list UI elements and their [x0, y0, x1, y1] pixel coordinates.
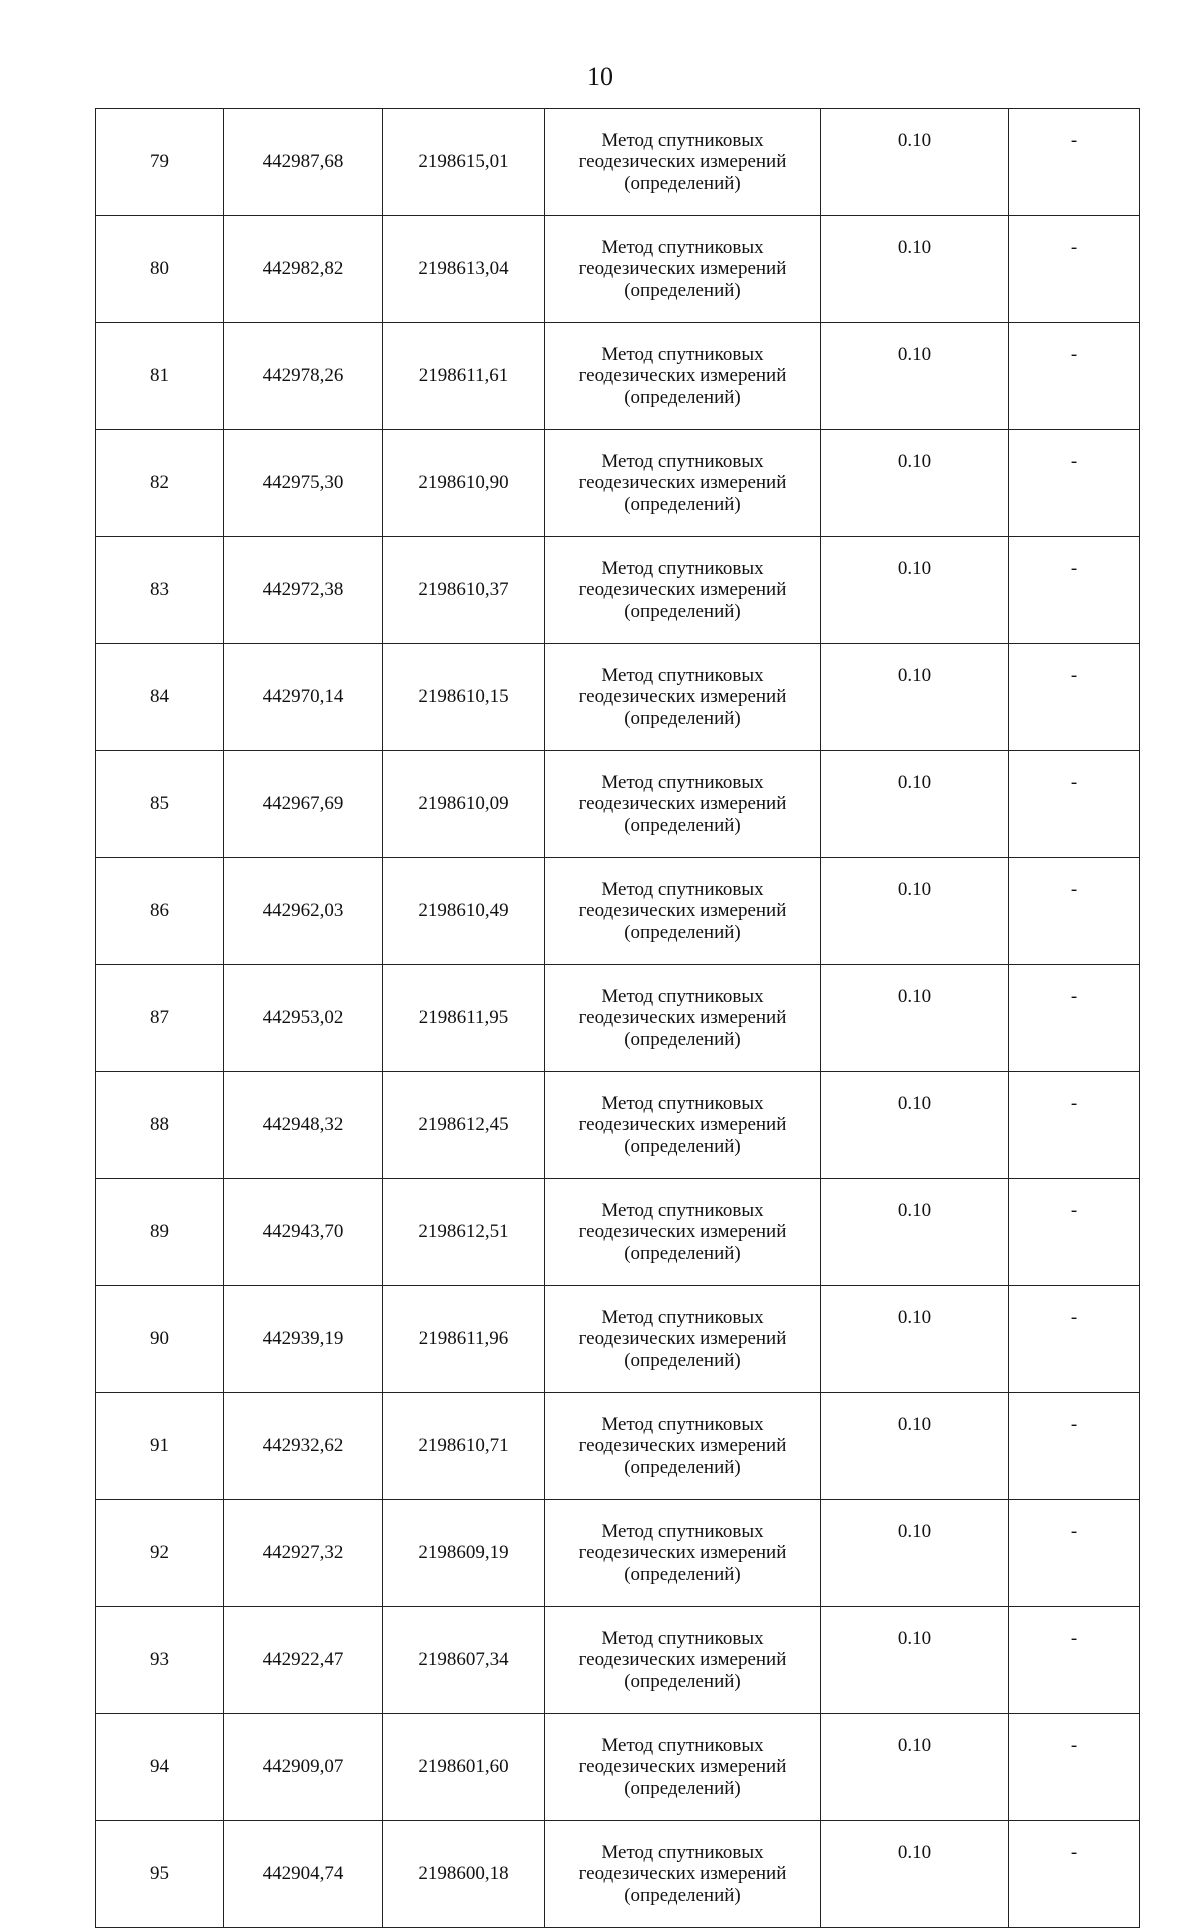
- table-row: [96, 965, 1140, 1072]
- accuracy-cell: 0.10: [821, 537, 1009, 644]
- y-coordinate-cell: 2198607,34: [383, 1607, 545, 1714]
- table-row: [96, 109, 1140, 216]
- method-line: геодезических измерений: [578, 793, 787, 815]
- method-line: (определений): [624, 1242, 741, 1264]
- point-number-cell: 95: [96, 1821, 224, 1928]
- method-line: (определений): [624, 386, 741, 408]
- x-coordinate-cell: 442948,32: [224, 1072, 383, 1179]
- method-cell: [545, 537, 821, 644]
- method-cell: [545, 1286, 821, 1393]
- note-cell: -: [1009, 109, 1140, 216]
- point-number-cell: 85: [96, 751, 224, 858]
- method-line: Метод спутниковых: [601, 343, 764, 365]
- table-row: [96, 751, 1140, 858]
- note-cell: -: [1009, 1393, 1140, 1500]
- y-coordinate-cell: 2198611,95: [383, 965, 545, 1072]
- accuracy-cell: 0.10: [821, 644, 1009, 751]
- method-line: геодезических измерений: [578, 1435, 787, 1457]
- coordinates-table: [95, 108, 1140, 1928]
- method-line: Метод спутниковых: [601, 1734, 764, 1756]
- method-line: геодезических измерений: [578, 579, 787, 601]
- y-coordinate-cell: 2198610,49: [383, 858, 545, 965]
- y-coordinate-cell: 2198601,60: [383, 1714, 545, 1821]
- point-number-cell: 93: [96, 1607, 224, 1714]
- note-cell: -: [1009, 1607, 1140, 1714]
- accuracy-cell: 0.10: [821, 109, 1009, 216]
- y-coordinate-cell: 2198600,18: [383, 1821, 545, 1928]
- accuracy-cell: 0.10: [821, 323, 1009, 430]
- note-cell: -: [1009, 858, 1140, 965]
- x-coordinate-cell: 442967,69: [224, 751, 383, 858]
- y-coordinate-cell: 2198612,45: [383, 1072, 545, 1179]
- y-coordinate-cell: 2198610,09: [383, 751, 545, 858]
- method-line: Метод спутниковых: [601, 1199, 764, 1221]
- method-cell: [545, 1179, 821, 1286]
- y-coordinate-cell: 2198609,19: [383, 1500, 545, 1607]
- y-coordinate-cell: 2198611,61: [383, 323, 545, 430]
- y-coordinate-cell: 2198610,15: [383, 644, 545, 751]
- table-row: [96, 1607, 1140, 1714]
- y-coordinate-cell: 2198610,90: [383, 430, 545, 537]
- method-line: геодезических измерений: [578, 1007, 787, 1029]
- note-cell: -: [1009, 1714, 1140, 1821]
- x-coordinate-cell: 442978,26: [224, 323, 383, 430]
- method-line: геодезических измерений: [578, 686, 787, 708]
- method-cell: [545, 1821, 821, 1928]
- method-cell: [545, 1072, 821, 1179]
- x-coordinate-cell: 442970,14: [224, 644, 383, 751]
- method-cell: [545, 965, 821, 1072]
- page-number: 10: [587, 62, 613, 91]
- table-row: [96, 216, 1140, 323]
- point-number-cell: 91: [96, 1393, 224, 1500]
- point-number-cell: 79: [96, 109, 224, 216]
- method-line: (определений): [624, 1563, 741, 1585]
- method-line: геодезических измерений: [578, 1542, 787, 1564]
- point-number-cell: 80: [96, 216, 224, 323]
- method-line: геодезических измерений: [578, 258, 787, 280]
- accuracy-cell: 0.10: [821, 1286, 1009, 1393]
- note-cell: -: [1009, 1286, 1140, 1393]
- note-cell: -: [1009, 1179, 1140, 1286]
- x-coordinate-cell: 442922,47: [224, 1607, 383, 1714]
- note-cell: -: [1009, 644, 1140, 751]
- method-cell: [545, 644, 821, 751]
- note-cell: -: [1009, 430, 1140, 537]
- method-line: (определений): [624, 1670, 741, 1692]
- method-line: Метод спутниковых: [601, 1841, 764, 1863]
- table-row: [96, 1821, 1140, 1928]
- method-cell: [545, 216, 821, 323]
- method-line: Метод спутниковых: [601, 985, 764, 1007]
- accuracy-cell: 0.10: [821, 216, 1009, 323]
- method-line: (определений): [624, 1884, 741, 1906]
- method-line: (определений): [624, 1456, 741, 1478]
- method-line: геодезических измерений: [578, 365, 787, 387]
- method-line: (определений): [624, 707, 741, 729]
- point-number-cell: 82: [96, 430, 224, 537]
- accuracy-cell: 0.10: [821, 965, 1009, 1072]
- method-line: (определений): [624, 1777, 741, 1799]
- accuracy-cell: 0.10: [821, 751, 1009, 858]
- note-cell: -: [1009, 1072, 1140, 1179]
- accuracy-cell: 0.10: [821, 430, 1009, 537]
- table-row: [96, 1072, 1140, 1179]
- note-cell: -: [1009, 323, 1140, 430]
- method-line: геодезических измерений: [578, 1863, 787, 1885]
- note-cell: -: [1009, 1500, 1140, 1607]
- x-coordinate-cell: 442909,07: [224, 1714, 383, 1821]
- y-coordinate-cell: 2198613,04: [383, 216, 545, 323]
- method-line: (определений): [624, 814, 741, 836]
- x-coordinate-cell: 442932,62: [224, 1393, 383, 1500]
- method-line: (определений): [624, 1135, 741, 1157]
- method-line: (определений): [624, 921, 741, 943]
- accuracy-cell: 0.10: [821, 1179, 1009, 1286]
- table-row: [96, 1179, 1140, 1286]
- point-number-cell: 87: [96, 965, 224, 1072]
- method-line: (определений): [624, 1349, 741, 1371]
- y-coordinate-cell: 2198612,51: [383, 1179, 545, 1286]
- method-line: геодезических измерений: [578, 472, 787, 494]
- method-line: Метод спутниковых: [601, 450, 764, 472]
- point-number-cell: 90: [96, 1286, 224, 1393]
- method-line: Метод спутниковых: [601, 1627, 764, 1649]
- method-cell: [545, 1714, 821, 1821]
- method-line: (определений): [624, 279, 741, 301]
- coordinates-table-body: [96, 109, 1140, 1928]
- method-line: Метод спутниковых: [601, 878, 764, 900]
- method-line: геодезических измерений: [578, 1328, 787, 1350]
- y-coordinate-cell: 2198610,71: [383, 1393, 545, 1500]
- method-line: (определений): [624, 1028, 741, 1050]
- y-coordinate-cell: 2198615,01: [383, 109, 545, 216]
- table-row: [96, 1393, 1140, 1500]
- method-line: Метод спутниковых: [601, 236, 764, 258]
- accuracy-cell: 0.10: [821, 1607, 1009, 1714]
- method-line: Метод спутниковых: [601, 1306, 764, 1328]
- method-line: геодезических измерений: [578, 1114, 787, 1136]
- method-line: геодезических измерений: [578, 1756, 787, 1778]
- method-cell: [545, 1607, 821, 1714]
- method-cell: [545, 1500, 821, 1607]
- point-number-cell: 81: [96, 323, 224, 430]
- method-cell: [545, 858, 821, 965]
- note-cell: -: [1009, 751, 1140, 858]
- table-row: [96, 430, 1140, 537]
- accuracy-cell: 0.10: [821, 1393, 1009, 1500]
- accuracy-cell: 0.10: [821, 1072, 1009, 1179]
- method-line: геодезических измерений: [578, 1221, 787, 1243]
- table-row: [96, 1714, 1140, 1821]
- table-row: [96, 537, 1140, 644]
- table-row: [96, 644, 1140, 751]
- method-line: (определений): [624, 172, 741, 194]
- table-row: [96, 1500, 1140, 1607]
- method-line: Метод спутниковых: [601, 129, 764, 151]
- y-coordinate-cell: 2198610,37: [383, 537, 545, 644]
- method-line: геодезических измерений: [578, 1649, 787, 1671]
- x-coordinate-cell: 442943,70: [224, 1179, 383, 1286]
- note-cell: -: [1009, 537, 1140, 644]
- method-cell: [545, 751, 821, 858]
- accuracy-cell: 0.10: [821, 1714, 1009, 1821]
- point-number-cell: 84: [96, 644, 224, 751]
- point-number-cell: 94: [96, 1714, 224, 1821]
- x-coordinate-cell: 442987,68: [224, 109, 383, 216]
- point-number-cell: 89: [96, 1179, 224, 1286]
- table-row: [96, 1286, 1140, 1393]
- x-coordinate-cell: 442904,74: [224, 1821, 383, 1928]
- method-line: Метод спутниковых: [601, 1413, 764, 1435]
- y-coordinate-cell: 2198611,96: [383, 1286, 545, 1393]
- point-number-cell: 88: [96, 1072, 224, 1179]
- method-line: геодезических измерений: [578, 900, 787, 922]
- point-number-cell: 86: [96, 858, 224, 965]
- point-number-cell: 92: [96, 1500, 224, 1607]
- method-cell: [545, 1393, 821, 1500]
- x-coordinate-cell: 442982,82: [224, 216, 383, 323]
- note-cell: -: [1009, 1821, 1140, 1928]
- x-coordinate-cell: 442939,19: [224, 1286, 383, 1393]
- method-line: (определений): [624, 600, 741, 622]
- method-line: Метод спутниковых: [601, 664, 764, 686]
- x-coordinate-cell: 442962,03: [224, 858, 383, 965]
- method-line: геодезических измерений: [578, 151, 787, 173]
- accuracy-cell: 0.10: [821, 1500, 1009, 1607]
- x-coordinate-cell: 442972,38: [224, 537, 383, 644]
- method-line: Метод спутниковых: [601, 1092, 764, 1114]
- method-line: (определений): [624, 493, 741, 515]
- method-line: Метод спутниковых: [601, 1520, 764, 1542]
- table-row: [96, 858, 1140, 965]
- x-coordinate-cell: 442975,30: [224, 430, 383, 537]
- accuracy-cell: 0.10: [821, 858, 1009, 965]
- accuracy-cell: 0.10: [821, 1821, 1009, 1928]
- note-cell: -: [1009, 216, 1140, 323]
- method-line: Метод спутниковых: [601, 557, 764, 579]
- x-coordinate-cell: 442953,02: [224, 965, 383, 1072]
- method-line: Метод спутниковых: [601, 771, 764, 793]
- table-row: [96, 323, 1140, 430]
- point-number-cell: 83: [96, 537, 224, 644]
- note-cell: -: [1009, 965, 1140, 1072]
- method-cell: [545, 430, 821, 537]
- method-cell: [545, 323, 821, 430]
- x-coordinate-cell: 442927,32: [224, 1500, 383, 1607]
- method-cell: [545, 109, 821, 216]
